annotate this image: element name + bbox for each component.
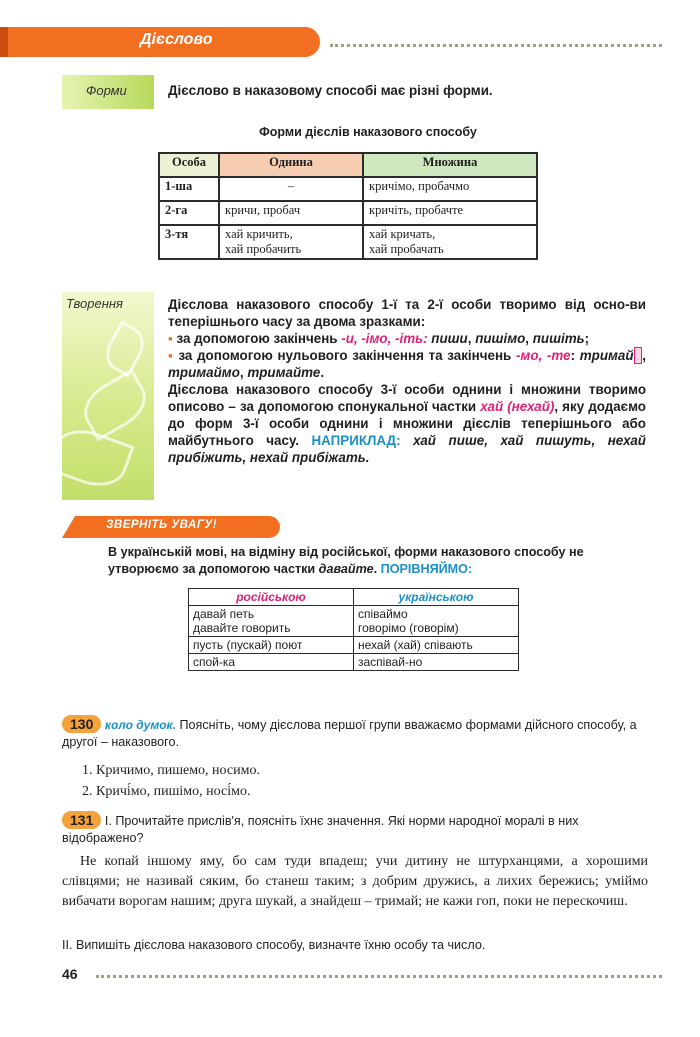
exercise-task: Поясніть, чому дієслова першої групи вважаємо формами дійсного способу, а другої – наказового. xyxy=(62,718,637,749)
bullet-icon: ▪ xyxy=(168,348,174,363)
section-label-creation xyxy=(62,292,154,500)
table-cell: кричімо, пробачмо xyxy=(363,177,537,201)
table-cell: давай петь давайте говорить xyxy=(189,606,354,637)
exercise-tag: коло думок. xyxy=(104,718,176,732)
exercise-130 xyxy=(62,716,650,751)
table-header-singular: Однина xyxy=(219,153,363,177)
table-cell: співаймо говорімо (говорім) xyxy=(354,606,519,637)
imperative-forms-table xyxy=(158,152,538,260)
exercise-number: 131 xyxy=(62,811,101,829)
example-text: хай пише, хай пишуть, нехай прибіжить, нехай прибіжать. xyxy=(168,433,646,465)
bullet-1-endings: -и, -імо, -іть xyxy=(341,331,424,346)
comparison-table xyxy=(188,588,519,671)
table-cell: 1-ша xyxy=(159,177,219,201)
exercise-131-task-2: II. Випишіть дієслова наказового способу, визначте їхню особу та число. xyxy=(62,938,486,952)
example-word: пиши xyxy=(431,331,468,346)
bullet-2-endings: -мо, -те xyxy=(515,348,571,363)
table-cell: заспівай-но xyxy=(354,654,519,671)
table-cell: нехай (хай) співають xyxy=(354,637,519,654)
list-item: 2. Кричі́мо, пишімо, носі́мо. xyxy=(82,784,251,799)
proverbs-text: Не копай іншому яму, бо сам туди впадеш; учи дитину не штурханцями, а хорошими слівцями; не називай сяким, бо станеш таким; з добрим дружись, а лихих бережись; уміймо вибачати ворогам нашим; друга шукай, а знайдеш – тримай; не кажи гоп, поки не перескочиш. xyxy=(62,854,648,909)
creation-bullet-2: ▪ за допомогою нульового закінчення та закінчень -мо, -те: тримай , тримаймо, тримайте. xyxy=(168,348,646,380)
bullet-1-text: за допомогою закінчень xyxy=(176,331,338,346)
note-text: В українській мові, на відміну від російської, форми наказового способу не утворюємо за допомогою частки давайте. ПОРІВНЯЙМО: xyxy=(108,545,584,576)
table-row xyxy=(159,225,537,259)
table-cell: 3-тя xyxy=(159,225,219,259)
example-word: пишімо xyxy=(475,331,526,346)
example-label: НАПРИКЛАД: xyxy=(311,433,401,448)
table-row xyxy=(159,201,537,225)
table-row xyxy=(159,177,537,201)
example-word: тримай xyxy=(579,348,634,363)
table-cell: хай кричать, хай пробачать xyxy=(363,225,537,259)
table-row xyxy=(189,654,519,671)
bullet-icon: ▪ xyxy=(168,331,173,346)
table-cell: кричи, пробач xyxy=(219,201,363,225)
table-header-person: Особа xyxy=(159,153,219,177)
table-header-russian: російською xyxy=(189,589,354,606)
note-word: давайте xyxy=(318,562,374,576)
section-label-forms-text: Форми xyxy=(86,83,127,98)
table-cell: пусть (пускай) поют xyxy=(189,637,354,654)
table-header-row xyxy=(159,153,537,177)
table-cell: хай кричить, хай пробачить xyxy=(219,225,363,259)
section-label-forms xyxy=(62,75,154,109)
list-item: 1. Кричимо, пишемо, носимо. xyxy=(82,763,260,778)
table-header-row xyxy=(189,589,519,606)
bullet-1-colon: : xyxy=(423,331,428,346)
footer-dotted-line xyxy=(96,975,662,978)
table-header-plural: Множина xyxy=(363,153,537,177)
creation-paragraph-1: Дієслова наказового способу 1-ї та 2-ї особи творимо від осно-ви теперішнього часу за двома зразками: xyxy=(168,297,646,329)
creation-paragraph-2 xyxy=(168,381,646,466)
table-header-ukrainian: українською xyxy=(354,589,519,606)
forms-intro: Дієслово в наказовому способі має різні форми. xyxy=(168,83,493,98)
creation-p2-text: Дієслова наказового способу 3-ї особи однини і множини творимо описово – за допомогою спонукальної частки xyxy=(168,382,646,414)
exercise-task: I. Прочитайте прислів'я, поясніть їхнє значення. Які норми народної моралі в них відображено? xyxy=(62,814,579,845)
chapter-title: Дієслово xyxy=(140,31,213,48)
table-row xyxy=(189,637,519,654)
table-row xyxy=(189,606,519,637)
decorative-leaf-icon xyxy=(99,321,151,378)
exercise-130-items xyxy=(82,760,260,802)
exercise-number: 130 xyxy=(62,715,101,733)
table-cell: спой-ка xyxy=(189,654,354,671)
table-cell: 2-га xyxy=(159,201,219,225)
page-number: 46 xyxy=(62,966,78,982)
chapter-header-accent xyxy=(0,27,8,57)
section-label-creation-text: Творення xyxy=(66,296,123,311)
exercise-131 xyxy=(62,812,650,847)
table-cell: кричіть, пробачте xyxy=(363,201,537,225)
zero-ending-box xyxy=(634,347,643,364)
forms-table-title: Форми дієслів наказового способу xyxy=(259,125,477,139)
header-dotted-line xyxy=(330,44,662,47)
compare-label: ПОРІВНЯЙМО: xyxy=(380,562,473,576)
example-word: тримаймо xyxy=(168,365,240,380)
bullet-2-text: за допомогою нульового закінчення та закінчень xyxy=(178,348,512,363)
table-cell: – xyxy=(219,177,363,201)
creation-text xyxy=(168,296,646,466)
creation-p2-text-b: , яку додаємо до форм 3-ї особи однини і множини дієслів теперішнього або майбутнього часу. xyxy=(168,399,646,448)
creation-bullet-1: ▪ за допомогою закінчень -и, -імо, -іть: пиши, пишімо, пишіть; xyxy=(168,331,590,346)
example-word: тримайте xyxy=(247,365,321,380)
note-body: В українській мові, на відміну від російської, форми наказового способу не утворюємо за допомогою частки xyxy=(108,545,584,576)
attention-pill-text: ЗВЕРНІТЬ УВАГУ! xyxy=(106,519,218,531)
particle: хай (нехай) xyxy=(480,399,555,414)
example-word: пишіть xyxy=(532,331,585,346)
